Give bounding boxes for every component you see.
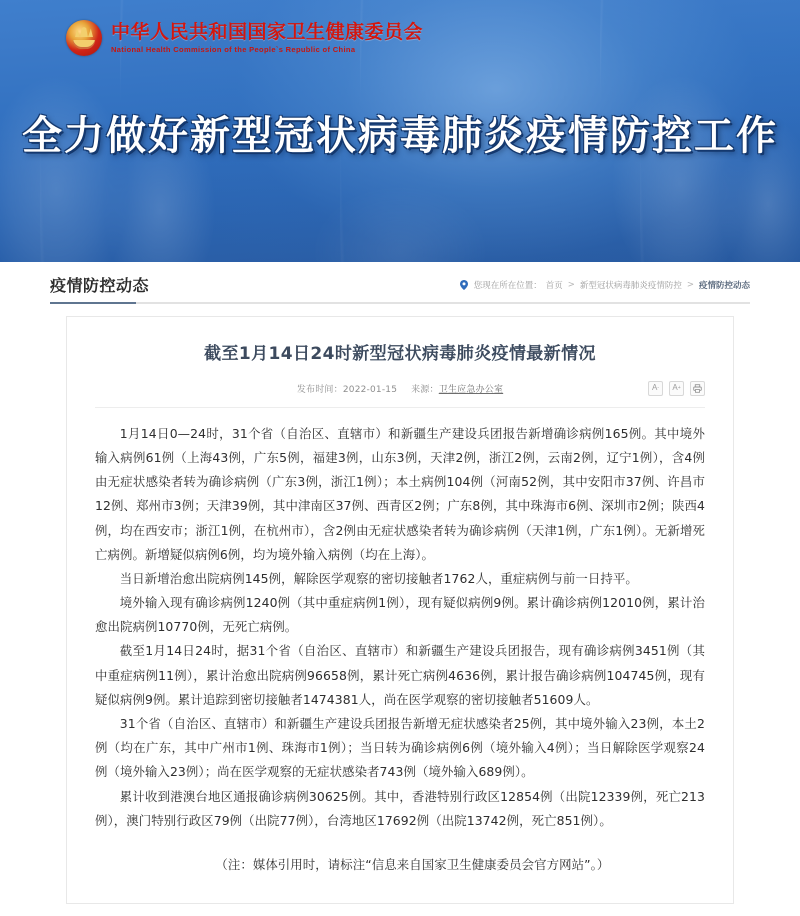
breadcrumb-prefix: 您现在所在位置： [473,281,542,291]
increase-font-sign: + [677,384,681,391]
page-title: 疫情防控动态 [50,276,150,295]
print-button[interactable] [690,381,705,396]
source-link[interactable]: 卫生应急办公室 [438,384,504,395]
location-pin-icon [460,280,468,290]
breadcrumb-separator-1: > [567,280,575,290]
article-paragraph: 1月14日0—24时，31个省（自治区、直辖市）和新疆生产建设兵团报告新增确诊病例165例。其中境外输入病例61例（上海43例，广东5例，福建3例，山东3例，天津2例，浙江2例，云南2例，辽宁1例），含4例由无症状感染者转为确诊病例（广东3例，浙江1例）；本土病例104例（河南52例，其中安阳市37例、许昌市12例、郑州市3例；天津39例，其中津南区37例、西青区2例；广东8例，其中珠海市6例、深圳市2例；陕西4例，均在西安市；浙江1例，在杭州市），含2例由无症状感染者转为确诊病例（天津1例，广东1例）。无新增死亡病例。新增疑似病例6例，均为境外输入病例（均在上海）。 [95,425,705,562]
article-paragraph: 当日新增治愈出院病例145例，解除医学观察的密切接触者1762人，重症病例与前一日持平。 [119,570,638,586]
article-meta-row [95,381,705,403]
article-body [95,422,705,877]
logo-title-cn: 中华人民共和国国家卫生健康委员会 [111,20,424,43]
article-meta [95,381,705,399]
increase-font-letter: A [672,383,678,393]
meta-divider [95,407,705,408]
article-citation-note: （注：媒体引用时，请标注“信息来自国家卫生健康委员会官方网站”。） [215,856,610,872]
article-tools [648,381,705,396]
logo-title-en: National Health Commission of the People`s Republic of China [111,45,356,55]
decrease-font-sign: - [657,384,659,391]
print-icon [693,384,702,393]
article-paragraph: 截至1月14日24时，据31个省（自治区、直辖市）和新疆生产建设兵团报告，现有确诊病例3451例（其中重症病例11例），累计治愈出院病例96658例，累计死亡病例4636例，累计报告确诊病例104745例，现有疑似病例9例。累计追踪到密切接触者1474381人，尚在医学观察的密切接触者51609人。 [95,643,705,707]
breadcrumb-item-current: 疫情防控动态 [698,281,750,291]
increase-font-size-button[interactable] [669,381,684,396]
article-paragraph: 境外输入现有确诊病例1240例（其中重症病例1例），现有疑似病例9例。累计确诊病例12010例，累计治愈出院病例10770例，无死亡病例。 [95,595,705,635]
decrease-font-size-button[interactable] [648,381,663,396]
breadcrumb-separator-2: > [686,280,694,290]
banner-headline: 全力做好新型冠状病毒肺炎疫情防控工作 [22,113,778,159]
site-logo[interactable] [66,20,423,56]
section-divider-active-segment [50,302,136,304]
publish-time-value: 2022-01-15 [342,384,398,395]
section-divider [50,302,750,304]
article-title: 截至1月14日24时新型冠状病毒肺炎疫情最新情况 [204,344,596,364]
section-header [50,262,750,302]
article-card [66,316,734,904]
article-paragraph: 31个省（自治区、直辖市）和新疆生产建设兵团报告新增无症状感染者25例，其中境外输入23例，本土2例（均在广东，其中广州市1例、珠海市1例）；当日转为确诊病例6例（境外输入4例）；当日解除医学观察24例（境外输入23例）；尚在医学观察的无症状感染者743例（境外输入689例）。 [95,716,705,780]
publish-time-label: 发布时间： [296,384,343,395]
breadcrumb [460,279,750,302]
breadcrumb-item-epidemic-control[interactable]: 新型冠状病毒肺炎疫情防控 [579,281,682,291]
decrease-font-letter: A [651,383,658,393]
national-emblem-icon [66,20,102,56]
source-label: 来源： [411,384,439,395]
page-content [0,262,800,904]
site-banner [0,0,800,262]
breadcrumb-item-home[interactable]: 首页 [545,281,563,291]
article-paragraph: 累计收到港澳台地区通报确诊病例30625例。其中，香港特别行政区12854例（出院12339例，死亡213例），澳门特别行政区79例（出院77例），台湾地区17692例（出院13742例，死亡851例）。 [95,788,705,828]
